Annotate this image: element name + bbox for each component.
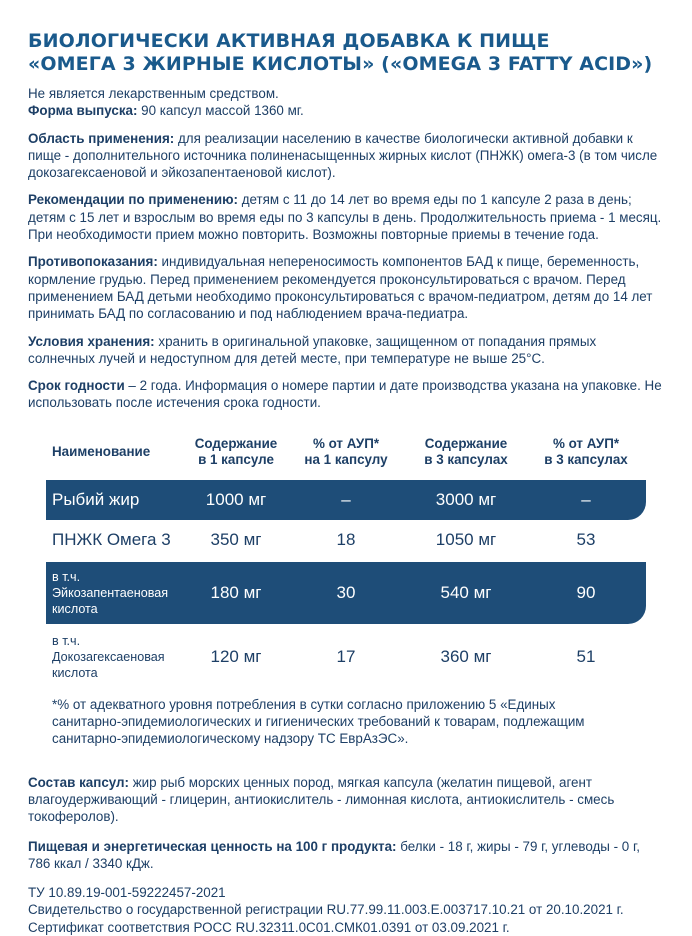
composition-text: жир рыб морских ценных пород, мягкая капсула (желатин пищевой, агент влагоудерживающий - глицерин, антиокислитель - лимонная кислота, антиокислитель - смесь токоферолов). <box>28 774 615 825</box>
release-form-label: Форма выпуска: <box>28 103 138 119</box>
nutrition-table <box>46 428 646 748</box>
row-aup-3: 53 <box>576 529 596 549</box>
row-name: в т.ч. Эйкозапентаеновая кислота <box>52 569 169 616</box>
conformity-certificate: Сертификат соответствия РОСС RU.32311.0С01.СМК01.0391 от 03.09.2021 г. <box>28 919 510 935</box>
composition-label: Состав капсул: <box>28 774 129 790</box>
contraindications-section <box>28 253 664 322</box>
title-line-2: «ОМЕГА 3 ЖИРНЫЕ КИСЛОТЫ» («OMEGA 3 FATTY ACID») <box>28 53 653 75</box>
row-per-3: 3000 мг <box>435 489 497 509</box>
row-name: в т.ч. Докозагексаеновая кислота <box>52 633 165 680</box>
header-name: Наименование <box>52 443 151 459</box>
table-footnote: *% от адекватного уровня потребления в сутки согласно приложению 5 «Единых санитарно-эпидемиологических и гигиенических требований к товарам, подлежащим санитарно-эпидемиологическому надзору ТС ЕврАзЭС». <box>52 696 585 747</box>
release-form-text: 90 капсул массой 1360 мг. <box>137 103 304 119</box>
row-aup-3: 51 <box>576 646 596 666</box>
storage-label: Условия хранения: <box>28 333 155 349</box>
row-aup-3: 90 <box>576 582 596 602</box>
nutrition-value-label: Пищевая и энергетическая ценность на 100 г продукта: <box>28 838 397 854</box>
shelf-life-label: Срок годности <box>28 378 125 394</box>
row-per-3: 1050 мг <box>435 529 497 549</box>
table-header <box>46 428 646 476</box>
row-aup-1: 17 <box>336 646 356 666</box>
not-medicine-note: Не является лекарственным средством. <box>28 86 279 101</box>
table-row <box>46 626 646 688</box>
recommendations-text: детям с 11 до 14 лет во время еды по 1 капсуле 2 раза в день; детям с 15 лет и взрослым во время еды по 3 капсулы в день. Продолжительность приема - 1 месяц. При необходимости прием можно повторить. Возможны повторные приемы в течение года. <box>28 192 662 243</box>
header-per-3-capsules: Содержание в 3 капсулах <box>424 435 508 467</box>
row-aup-3: – <box>581 489 591 509</box>
header-per-1-capsule: Содержание в 1 капсуле <box>194 435 278 467</box>
nutrition-value-section <box>28 838 664 873</box>
tu-number: ТУ 10.89.19-001-59222457-2021 <box>28 885 226 901</box>
application-label: Область применения: <box>28 130 175 146</box>
application-section <box>28 130 664 182</box>
header-aup-3-capsules: % от АУП* в 3 капсулах <box>544 435 628 467</box>
row-per-1: 350 мг <box>210 529 262 549</box>
table-row <box>46 480 646 520</box>
row-per-1: 1000 мг <box>205 489 267 509</box>
shelf-life-text: – 2 года. Информация о номере партии и дате производства указана на упаковке. Не использовать после истечения срока годности. <box>28 378 662 411</box>
table-row <box>46 562 646 624</box>
title-line-1: БИОЛОГИЧЕСКИ АКТИВНАЯ ДОБАВКА К ПИЩЕ <box>28 30 550 52</box>
row-per-1: 180 мг <box>210 582 262 602</box>
contraindications-text: индивидуальная непереносимость компонентов БАД к пище, беременность, кормление грудью. Перед применением рекомендуется проконсультироваться с врачом. Перед применением БАД детьми необходимо проконсультироваться с врачом-педиатром, детям до 14 лет принимать БАД по согласованию и под наблюдением врача-педиатра. <box>28 254 653 322</box>
composition-section <box>28 774 664 826</box>
row-per-3: 540 мг <box>440 582 492 602</box>
release-form <box>28 102 664 119</box>
contraindications-label: Противопоказания: <box>28 254 158 270</box>
table-row <box>46 520 646 560</box>
nutrition-value-text: белки - 18 г, жиры - 79 г, углеводы - 0 г, 786 ккал / 3340 кДж. <box>28 838 640 871</box>
row-per-1: 120 мг <box>210 646 262 666</box>
row-name: ПНЖК Омега 3 <box>52 529 171 549</box>
application-text: для реализации населению в качестве биологически активной добавки к пище - дополнительного источника полиненасыщенных жирных кислот (ПНЖК) омега-3 (в том числе докозагексаеновой и эйкозапентаеновой кислот). <box>28 130 658 181</box>
row-aup-1: – <box>341 489 351 509</box>
storage-text: хранить в оригинальной упаковке, защищенном от попадания прямых солнечных лучей и недоступном для детей месте, при температуре не выше 25°C. <box>28 333 597 366</box>
row-aup-1: 30 <box>336 582 356 602</box>
recommendations-label: Рекомендации по применению: <box>28 192 238 208</box>
row-name: Рыбий жир <box>52 489 140 509</box>
shelf-life-section <box>28 377 664 412</box>
page-title <box>28 30 664 76</box>
header-aup-1-capsule: % от АУП* на 1 капсулу <box>304 435 388 467</box>
row-aup-1: 18 <box>336 529 356 549</box>
storage-section <box>28 333 664 368</box>
recommendations-section <box>28 191 664 243</box>
row-per-3: 360 мг <box>440 646 492 666</box>
registration-certificate: Свидетельство о государственной регистрации RU.77.99.11.003.E.003717.10.21 от 20.10.2021 г. <box>28 902 624 918</box>
